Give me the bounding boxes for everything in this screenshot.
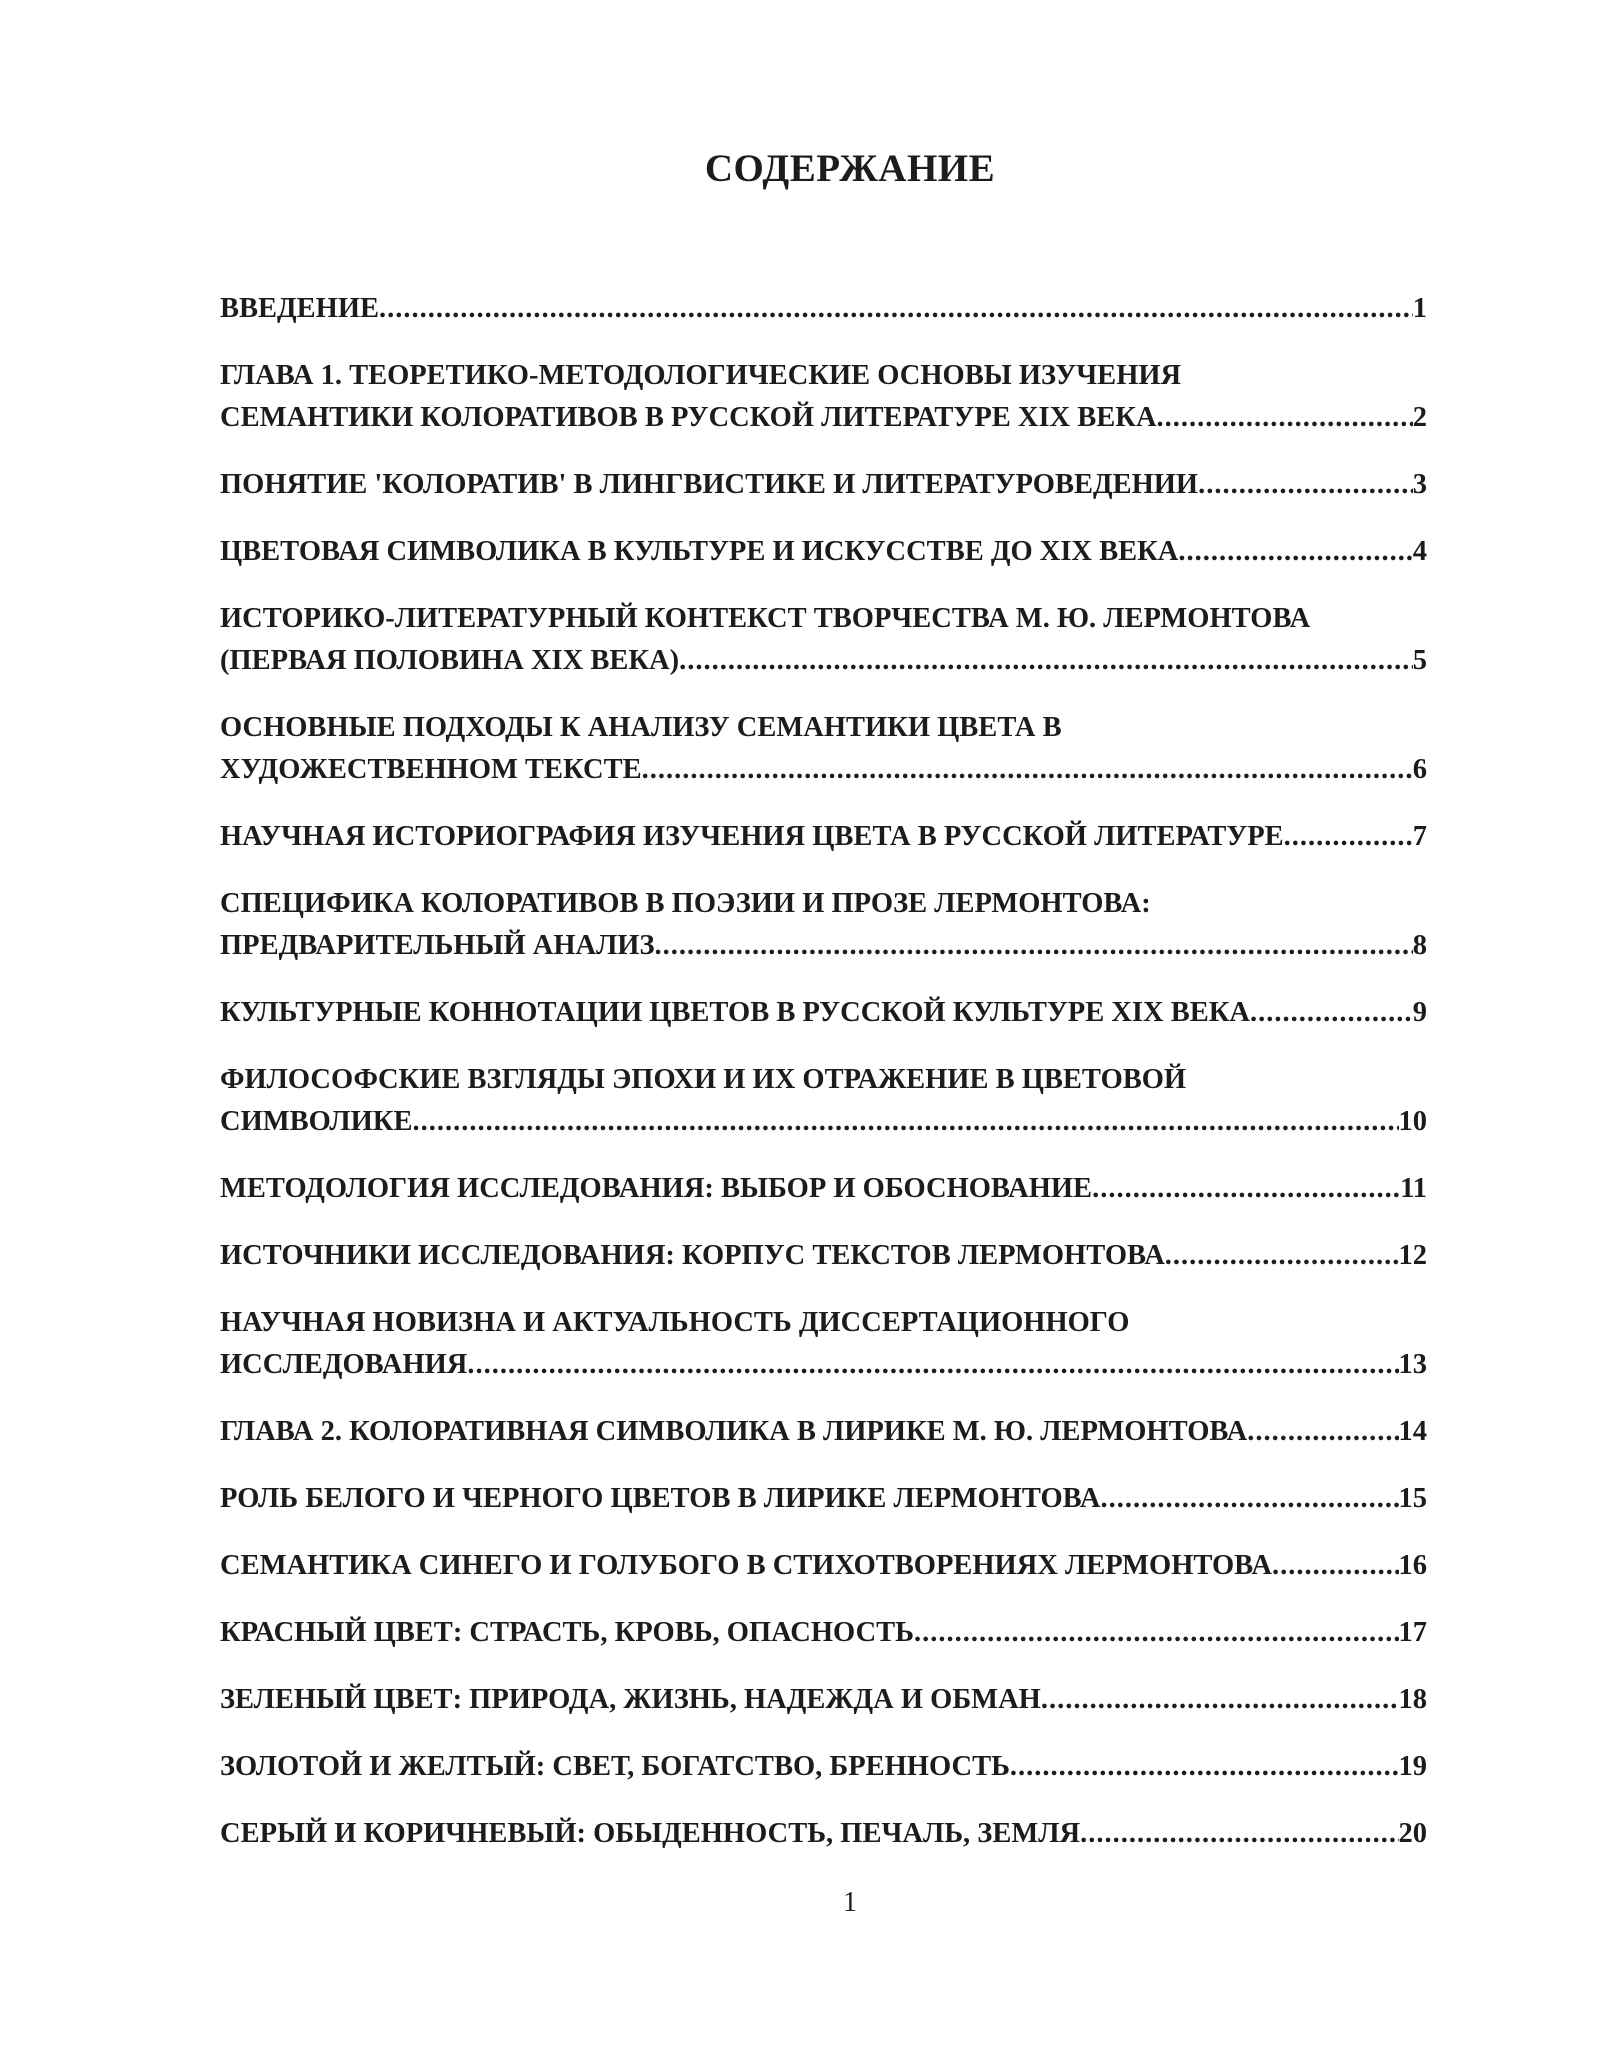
toc-entry-title-line1: ФИЛОСОФСКИЕ ВЗГЛЯДЫ ЭПОХИ И ИХ ОТРАЖЕНИЕ В ЦВЕТОВОЙ bbox=[220, 1064, 1187, 1095]
dot-leader bbox=[1198, 464, 1413, 506]
toc-entry-line bbox=[220, 1411, 1427, 1453]
toc-entry-page-number: 19 bbox=[1398, 1751, 1427, 1782]
toc-entry-title-line1: ГЛАВА 1. ТЕОРЕТИКО-МЕТОДОЛОГИЧЕСКИЕ ОСНОВЫ ИЗУЧЕНИЯ bbox=[220, 360, 1182, 391]
toc-entry-title: ПОНЯТИЕ 'КОЛОРАТИВ' В ЛИНГВИСТИКЕ И ЛИТЕРАТУРОВЕДЕНИИ bbox=[220, 469, 1199, 500]
toc-entry[interactable] bbox=[220, 707, 1427, 791]
dot-leader bbox=[379, 288, 1413, 330]
toc-entry[interactable] bbox=[220, 883, 1427, 967]
toc-entry[interactable] bbox=[220, 1302, 1427, 1386]
dot-leader bbox=[1080, 1813, 1398, 1855]
toc-entry-page-number: 20 bbox=[1398, 1818, 1427, 1849]
dot-leader bbox=[1092, 1168, 1400, 1210]
toc-entry[interactable] bbox=[220, 992, 1427, 1034]
toc-entry-page-number: 4 bbox=[1412, 536, 1427, 567]
page-number: 1 bbox=[843, 1887, 857, 1918]
toc-entry-page-number: 18 bbox=[1398, 1684, 1427, 1715]
toc-entry-page-number: 13 bbox=[1398, 1349, 1427, 1380]
toc-entry-title: ИСТОЧНИКИ ИССЛЕДОВАНИЯ: КОРПУС ТЕКСТОВ ЛЕРМОНТОВА bbox=[220, 1240, 1165, 1271]
toc-entry[interactable] bbox=[220, 1478, 1427, 1520]
toc-entry-title: СЕМАНТИКИ КОЛОРАТИВОВ В РУССКОЙ ЛИТЕРАТУРЕ XIX ВЕКА bbox=[220, 402, 1157, 433]
toc-entry-line bbox=[220, 925, 1427, 967]
toc-entry-title-line1: НАУЧНАЯ НОВИЗНА И АКТУАЛЬНОСТЬ ДИССЕРТАЦИОННОГО bbox=[220, 1307, 1130, 1338]
dot-leader bbox=[1041, 1679, 1399, 1721]
toc-entry-title: СЕРЫЙ И КОРИЧНЕВЫЙ: ОБЫДЕННОСТЬ, ПЕЧАЛЬ, ЗЕМЛЯ bbox=[220, 1818, 1081, 1849]
toc-entry-title: СИМВОЛИКЕ bbox=[220, 1106, 413, 1137]
dot-leader bbox=[679, 640, 1413, 682]
dot-leader bbox=[655, 925, 1413, 967]
toc-entry-line bbox=[220, 1746, 1427, 1788]
toc-entry-title: ЗЕЛЕНЫЙ ЦВЕТ: ПРИРОДА, ЖИЗНЬ, НАДЕЖДА И ОБМАН bbox=[220, 1684, 1041, 1715]
toc-entry-page-number: 1 bbox=[1412, 293, 1427, 324]
toc-entry-line bbox=[220, 531, 1427, 573]
toc-entry-line bbox=[220, 397, 1427, 439]
toc-entry[interactable] bbox=[220, 1168, 1427, 1210]
toc-entry-line bbox=[220, 1344, 1427, 1386]
toc-entry[interactable] bbox=[220, 1411, 1427, 1453]
toc-entry-page-number: 16 bbox=[1398, 1550, 1427, 1581]
table-of-contents bbox=[220, 288, 1427, 1880]
toc-entry[interactable] bbox=[220, 1545, 1427, 1587]
toc-entry-title: ВВЕДЕНИЕ bbox=[220, 293, 379, 324]
toc-entry-page-number: 15 bbox=[1398, 1483, 1427, 1514]
toc-entry-line bbox=[220, 1235, 1427, 1277]
toc-entry-line bbox=[220, 288, 1427, 330]
toc-entry[interactable] bbox=[220, 288, 1427, 330]
toc-entry-title: (ПЕРВАЯ ПОЛОВИНА XIX ВЕКА) bbox=[220, 645, 680, 676]
toc-entry-title: НАУЧНАЯ ИСТОРИОГРАФИЯ ИЗУЧЕНИЯ ЦВЕТА В РУССКОЙ ЛИТЕРАТУРЕ bbox=[220, 821, 1284, 852]
toc-entry-line bbox=[220, 464, 1427, 506]
toc-entry-page-number: 12 bbox=[1398, 1240, 1427, 1271]
dot-leader bbox=[1250, 992, 1413, 1034]
toc-entry-page-number: 11 bbox=[1400, 1173, 1427, 1204]
toc-entry[interactable] bbox=[220, 598, 1427, 682]
toc-entry-page-number: 2 bbox=[1412, 402, 1427, 433]
dot-leader bbox=[914, 1612, 1398, 1654]
toc-entry-title-line1: СПЕЦИФИКА КОЛОРАТИВОВ В ПОЭЗИИ И ПРОЗЕ ЛЕРМОНТОВА: bbox=[220, 888, 1151, 919]
toc-entry-title: КУЛЬТУРНЫЕ КОННОТАЦИИ ЦВЕТОВ В РУССКОЙ КУЛЬТУРЕ XIX ВЕКА bbox=[220, 997, 1250, 1028]
toc-entry-page-number: 5 bbox=[1412, 645, 1427, 676]
toc-entry-line bbox=[220, 1101, 1427, 1143]
toc-entry-title: ХУДОЖЕСТВЕННОМ ТЕКСТЕ bbox=[220, 754, 642, 785]
toc-entry[interactable] bbox=[220, 1746, 1427, 1788]
toc-entry[interactable] bbox=[220, 531, 1427, 573]
dot-leader bbox=[1010, 1746, 1399, 1788]
dot-leader bbox=[413, 1101, 1399, 1143]
toc-entry-title: МЕТОДОЛОГИЯ ИССЛЕДОВАНИЯ: ВЫБОР И ОБОСНОВАНИЕ bbox=[220, 1173, 1093, 1204]
toc-entry-line bbox=[220, 1168, 1427, 1210]
toc-entry-title: ГЛАВА 2. КОЛОРАТИВНАЯ СИМВОЛИКА В ЛИРИКЕ М. Ю. ЛЕРМОНТОВА bbox=[220, 1416, 1248, 1447]
toc-entry-line bbox=[220, 1813, 1427, 1855]
toc-entry-line bbox=[220, 1478, 1427, 1520]
toc-entry-title-line1: ИСТОРИКО-ЛИТЕРАТУРНЫЙ КОНТЕКСТ ТВОРЧЕСТВА М. Ю. ЛЕРМОНТОВА bbox=[220, 603, 1311, 634]
dot-leader bbox=[1165, 1235, 1399, 1277]
toc-entry[interactable] bbox=[220, 1235, 1427, 1277]
toc-entry-line bbox=[220, 1679, 1427, 1721]
toc-entry[interactable] bbox=[220, 355, 1427, 439]
toc-entry-line bbox=[220, 640, 1427, 682]
toc-entry-page-number: 6 bbox=[1412, 754, 1427, 785]
toc-entry-page-number: 10 bbox=[1398, 1106, 1427, 1137]
toc-entry[interactable] bbox=[220, 1059, 1427, 1143]
toc-entry-title: КРАСНЫЙ ЦВЕТ: СТРАСТЬ, КРОВЬ, ОПАСНОСТЬ bbox=[220, 1617, 915, 1648]
dot-leader bbox=[1247, 1411, 1398, 1453]
toc-entry[interactable] bbox=[220, 464, 1427, 506]
dot-leader bbox=[1178, 531, 1412, 573]
toc-entry[interactable] bbox=[220, 1813, 1427, 1855]
dot-leader bbox=[467, 1344, 1398, 1386]
toc-entry-title: ПРЕДВАРИТЕЛЬНЫЙ АНАЛИЗ bbox=[220, 930, 655, 961]
dot-leader bbox=[1100, 1478, 1398, 1520]
toc-entry-page-number: 8 bbox=[1412, 930, 1427, 961]
dot-leader bbox=[642, 749, 1413, 791]
toc-entry[interactable] bbox=[220, 1612, 1427, 1654]
toc-entry-line bbox=[220, 992, 1427, 1034]
dot-leader bbox=[1157, 397, 1413, 439]
toc-entry-title: РОЛЬ БЕЛОГО И ЧЕРНОГО ЦВЕТОВ В ЛИРИКЕ ЛЕРМОНТОВА bbox=[220, 1483, 1101, 1514]
toc-entry-title: СЕМАНТИКА СИНЕГО И ГОЛУБОГО В СТИХОТВОРЕНИЯХ ЛЕРМОНТОВА bbox=[220, 1550, 1272, 1581]
toc-entry-page-number: 14 bbox=[1398, 1416, 1427, 1447]
toc-entry-title-line1: ОСНОВНЫЕ ПОДХОДЫ К АНАЛИЗУ СЕМАНТИКИ ЦВЕТА В bbox=[220, 712, 1062, 743]
toc-entry-page-number: 7 bbox=[1412, 821, 1427, 852]
toc-entry-page-number: 17 bbox=[1398, 1617, 1427, 1648]
toc-entry[interactable] bbox=[220, 816, 1427, 858]
toc-entry-title: ЦВЕТОВАЯ СИМВОЛИКА В КУЛЬТУРЕ И ИСКУССТВЕ ДО XIX ВЕКА bbox=[220, 536, 1179, 567]
toc-entry-line bbox=[220, 749, 1427, 791]
toc-entry-page-number: 3 bbox=[1412, 469, 1427, 500]
dot-leader bbox=[1272, 1545, 1399, 1587]
toc-entry-line bbox=[220, 1545, 1427, 1587]
toc-entry[interactable] bbox=[220, 1679, 1427, 1721]
toc-entry-line bbox=[220, 1612, 1427, 1654]
toc-entry-title: ЗОЛОТОЙ И ЖЕЛТЫЙ: СВЕТ, БОГАТСТВО, БРЕННОСТЬ bbox=[220, 1751, 1010, 1782]
document-title: СОДЕРЖАНИЕ bbox=[704, 147, 996, 190]
toc-entry-title: ИССЛЕДОВАНИЯ bbox=[220, 1349, 468, 1380]
toc-entry-page-number: 9 bbox=[1412, 997, 1427, 1028]
dot-leader bbox=[1284, 816, 1413, 858]
toc-entry-line bbox=[220, 816, 1427, 858]
